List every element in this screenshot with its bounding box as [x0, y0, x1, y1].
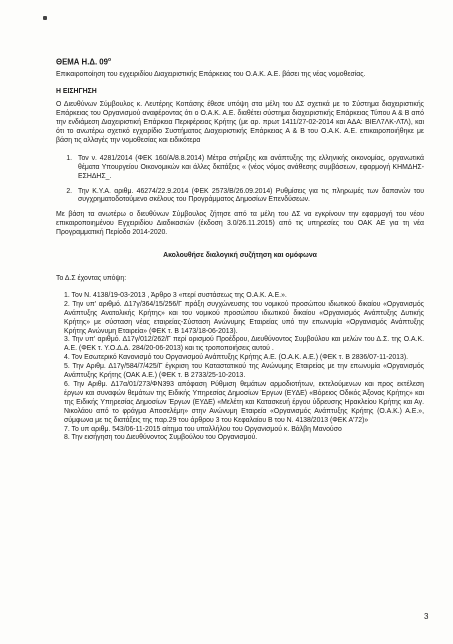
list-item: 1. Τον ν. 4281/2014 (ΦΕΚ 160/Α/8.8.2014) Μέτρα στήριξης και ανάπτυξης της ελληνικής οικονομίας, οργανωτικά θέματα Υπουργείου Οικονομικών και άλλες διατάξεις « (νέος νόμος ανάθεσης συμβάσεων, εφαρμογή ΚΗΜΔΗΣ- ΕΣΗΔΗΣ_.: [74, 155, 424, 182]
list-item: 4. Τον Εσωτερικό Κανονισμό του Οργανισμού Ανάπτυξης Κρήτης Α.Ε. (Ο.Α.Κ. Α.Ε.) (ΦΕΚ τ. Β 2836/07-11-2013).: [64, 354, 409, 362]
given-line: Το Δ.Σ έχοντας υπόψη:: [56, 275, 127, 282]
list-item: 1. Τον Ν. 4138/19-03-2013 , Άρθρο 3 «περί συστάσεως της Ο.Α.Κ. Α.Ε.».: [64, 291, 287, 299]
law-list: [56, 155, 424, 206]
list-item: 8. Την εισήγηση του Διευθύνοντος Συμβούλου του Οργανισμού.: [64, 434, 258, 442]
considerations-list: [56, 292, 424, 443]
proposal-title: Η ΕΙΣΗΓΗΣΗ: [56, 88, 97, 96]
list-item: 7. Το υπ αριθμ. 543/06-11-2015 αίτημα του υπαλλήλου του Οργανισμού κ. Βάλβη Μανούσο: [64, 425, 342, 433]
list-item: 2. Την Κ.Υ.Α. αριθμ. 46274/22.9.2014 (ΦΕΚ 2573/Β/26.09.2014) Ρυθμίσεις για τις πληρωμές των δαπανών του συγχρηματοδοτούμενο σκέλους του Προγράμματος Δημοσίων Επενδύσεων.: [74, 188, 424, 206]
subject-heading: ΘΕΜΑ Η.Δ. $09^o$: [56, 57, 112, 67]
discussion-line: Ακολουθήσε διαλογική συζήτηση και ομόφωνα: [163, 252, 317, 260]
subject-text: Επικαιροποίηση του εγχειριδίου Διαχειριστικής Επάρκειας του Ο.Α.Κ. Α.Ε. βάσει της νέας νομοθεσίας.: [56, 70, 366, 78]
closing-text: Με βάση τα ανωτέρω ο διευθύνων Σύμβουλος ζήτησε από τα μέλη του ΔΣ να εγκρίνουν την εφαρμογή του νέου επικαιροποιημένου Εγχειριδίου Διαδικασιών (έκδοση 3.0/26.11.2015) από τις υπηρεσίες του ΟΑΚ ΑΕ για τη νέα Προγραμματική Περίοδο 2014-2020.: [56, 211, 424, 237]
list-item: 6. Την Αριθμ. Δ17α/01/273/ΦΝ393 απόφαση Ρύθμιση θεμάτων αρμοδιοτήτων, εκτελούμενων και προς εκτέλεση έργων και συναφών θεμάτων της Ειδικής Υπηρεσίας Δημοσίων Έργων (ΕΥΔΕ) «Βόρειος Οδικός Άξονας Κρήτης» και της Ειδικής Υπηρεσίας Δημοσίων Έργων (ΕΥΔΕ) «Μελέτη και Κατασκευή έργου ύδρευσης Ηρακλείου Κρήτης και Αγ. Νικολάου από το φράγμα Αποσελέμη» στην Ανώνυμη Εταιρεία «Οργανισμός Ανάπτυξης Κρήτης (Ο.Α.Κ.) Α.Ε.», σύμφωνα με τις διατάξεις της παρ.29 του άρθρου 3 του Κεφαλαίου Β του Ν. 4138/2013 (ΦΕΚ Α'72)»: [64, 380, 424, 424]
page-number: 3: [424, 612, 429, 621]
list-item: 2. Την υπ' αριθμό. Δ17γ/364/15/256/Γ πράξη συγχώνευσης του νομικού προσώπου ιδιωτικού δικαίου «Οργανισμός Ανάπτυξης Ανατολικής Κρήτης» και του νομικού προσώπου ιδιωτικού δικαίου «Οργανισμός Ανάπτυξης Δυτικής Κρήτης» με σύσταση νέας εταιρείας-Σύσταση Ανώνυμης Εταιρείας υπό την επωνυμία «Οργανισμός Ανάπτυξης Κρήτης Ανώνυμη Εταιρεία» (ΦΕΚ τ. Β 1473/18-06-2013).: [64, 300, 424, 335]
list-item: 5. Την Αριθμ. Δ17γ/584/7/425/Γ έγκριση του Καταστατικού της Ανώνυμης Εταιρείας με την επωνυμία «Οργανισμός Ανάπτυξης Κρήτης (ΟΑΚ Α.Ε.) (ΦΕΚ τ. Β 2733/25-10-2013.: [64, 363, 424, 380]
proposal-text: Ο Διευθύνων Σύμβουλος κ. Λευτέρης Κοπάσης έθεσε υπόψη στα μέλη του ΔΣ σχετικά με το Σύστημα διαχειριστικής Επάρκειας του Οργανισμού αναφέροντας ότι ο Ο.Α.Κ. Α.Ε. διαθέτει σύστημα διαχειριστικής Επάρκειας Τύπου Α & Β από την ενδιάμεση Διαχειριστική Επάρκεια Περιφέρειας Κρήτης (με αρ. πρωτ 1411/27-02-2014 και ΑΔΑ: ΒΙΕΛ7ΛΚ-ΛΤΛ), και ότι το ανωτέρω σχετικό εγχειρίδιο Συστήματος Διαχειριστικής Επάρκειας Α & Β του Ο.Α.Κ. Α.Ε. επικαιροποιήθηκε με βάση τις αλλαγές την νομοθεσίας και ειδικότερα: [56, 101, 424, 144]
list-item: 3. Την υπ' αριθμό. Δ17γ/012/262/Γ περί ορισμού Προέδρου, Διευθύνοντος Συμβούλου και μελών του Δ.Σ. της Ο.Α.Κ. Α.Ε. (ΦΕΚ τ. Υ.Ο.Δ.Δ. 284/20-06-2013) και τις τροποποιήσεις αυτού .: [64, 336, 424, 353]
document-body: [56, 56, 424, 443]
scan-mark: [43, 16, 47, 20]
